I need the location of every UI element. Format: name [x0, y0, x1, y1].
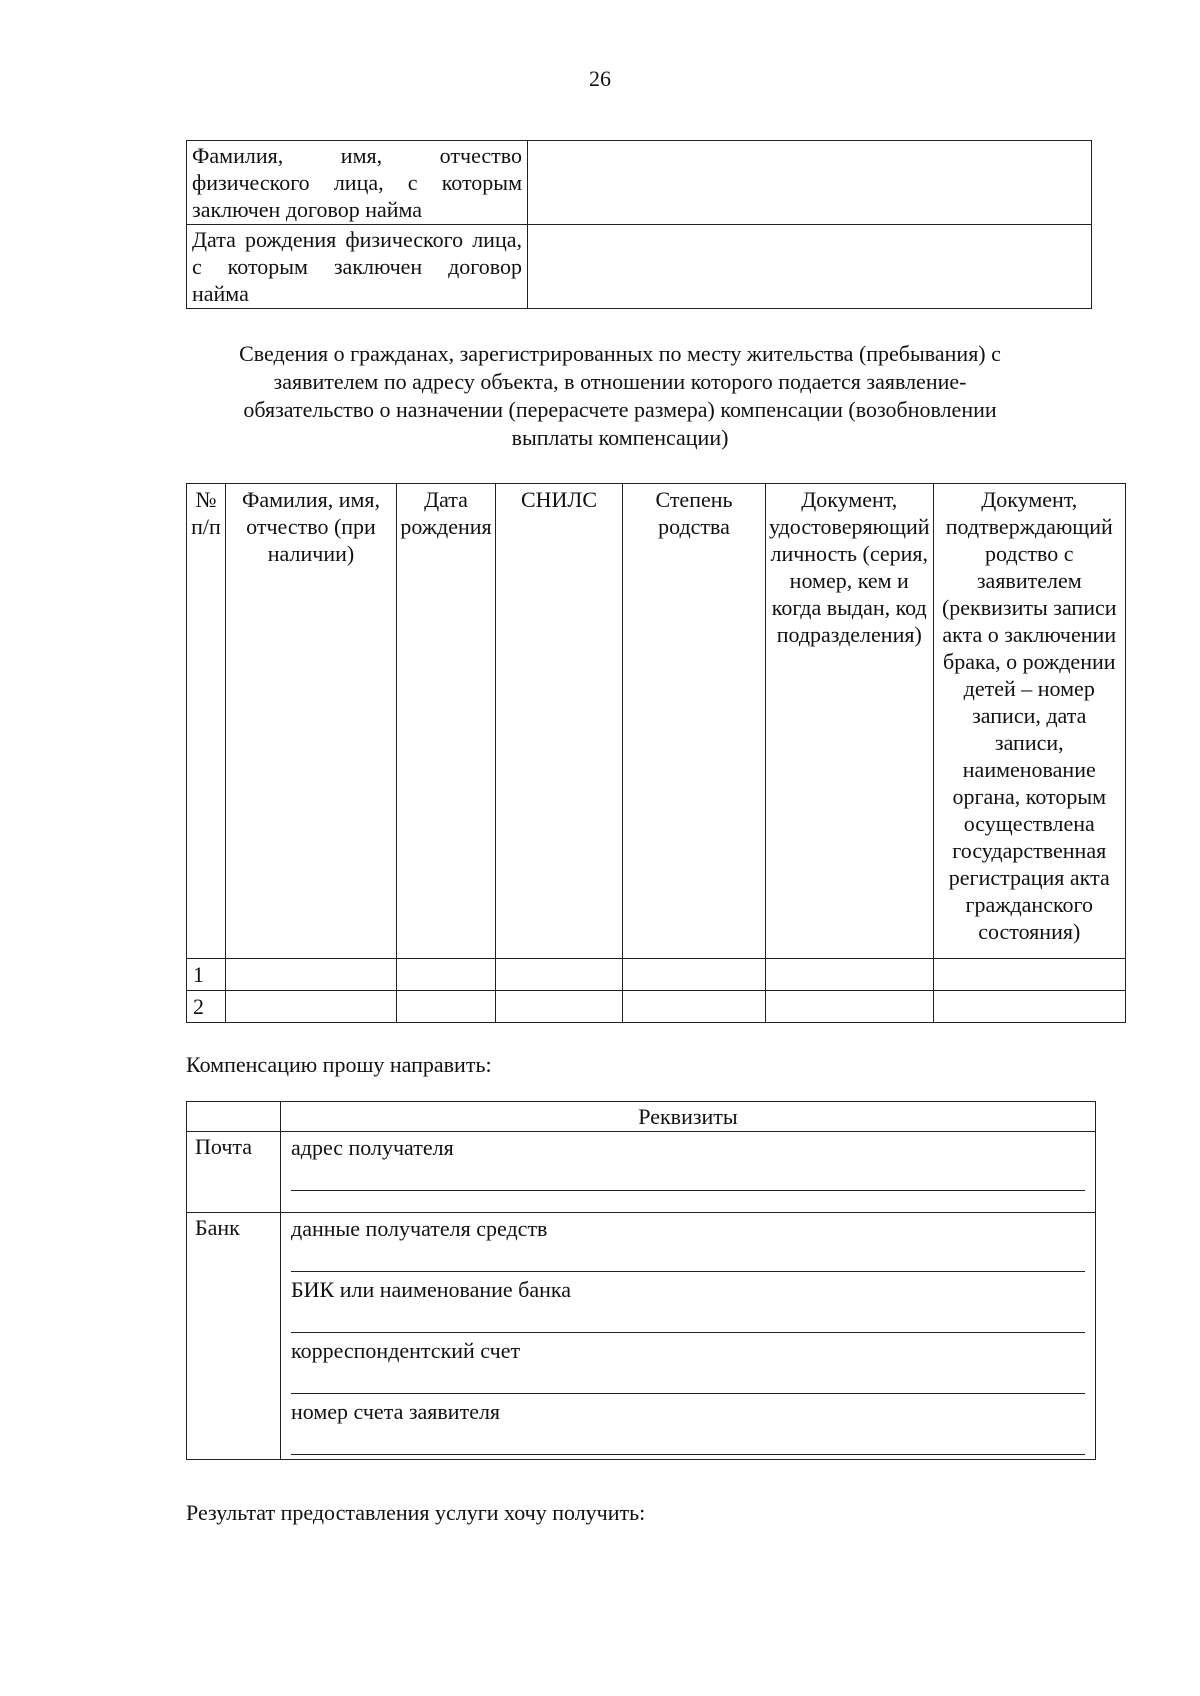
- header-id-document: Документ, удостоверяющий личность (серия, номер, кем и когда выдан, код подразделения): [766, 484, 934, 959]
- cell[interactable]: [766, 991, 934, 1023]
- header-kinship-document: Документ, подтверждающий родство с заявителем (реквизиты записи акта о заключении брака, о рождении детей – номер записи, дата записи, наименование органа, которым осуществлена государственная регистрация акта гражданского состояния): [933, 484, 1125, 959]
- bik-line[interactable]: [291, 1302, 1085, 1333]
- table-row: [187, 141, 1092, 225]
- header-birthdate: Дата рождения: [397, 484, 496, 959]
- table-row: [187, 225, 1092, 309]
- employer-birthdate-value[interactable]: [528, 225, 1092, 309]
- header-num: № п/п: [187, 484, 226, 959]
- table-row: [187, 991, 1126, 1023]
- applicant-account-label: номер счета заявителя: [291, 1399, 501, 1424]
- cell[interactable]: [226, 991, 397, 1023]
- page-number: 26: [589, 66, 611, 91]
- bank-method: Банк: [187, 1213, 281, 1460]
- employer-name-label: Фамилия, имя, отчество физического лица, с которым заключен договор найма: [187, 141, 528, 225]
- recipient-address-label: адрес получателя: [291, 1135, 454, 1160]
- table-row: [187, 1213, 1096, 1460]
- cell[interactable]: [496, 991, 623, 1023]
- header-snils: СНИЛС: [496, 484, 623, 959]
- result-label: Результат предоставления услуги хочу получить:: [186, 1500, 646, 1525]
- compensation-label: Компенсацию прошу направить:: [186, 1052, 492, 1077]
- cell[interactable]: [933, 991, 1125, 1023]
- citizens-heading: Сведения о гражданах, зарегистрированных по месту жительства (пребывания) с заявителем по адресу объекта, в отношении которого подается заявление-обязательство о назначении (перерасчете размера) компенсации (возобновлении выплаты компенсации): [239, 341, 1001, 450]
- bik-label: БИК или наименование банка: [291, 1277, 572, 1302]
- cell[interactable]: [397, 959, 496, 991]
- citizens-table-header: [187, 484, 1126, 959]
- table-row: [187, 959, 1126, 991]
- recipient-address-line[interactable]: [291, 1160, 1085, 1191]
- header-fio: Фамилия, имя, отчество (при наличии): [226, 484, 397, 959]
- cell[interactable]: [766, 959, 934, 991]
- cell[interactable]: [623, 959, 766, 991]
- recipient-data-line[interactable]: [291, 1241, 1085, 1272]
- employer-birthdate-label: Дата рождения физического лица, с которым заключен договор найма: [187, 225, 528, 309]
- cell[interactable]: [933, 959, 1125, 991]
- post-requisites: [281, 1132, 1096, 1213]
- correspondent-account-label: корреспондентский счет: [291, 1338, 521, 1363]
- recipient-data-label: данные получателя средств: [291, 1216, 548, 1241]
- cell[interactable]: [496, 959, 623, 991]
- header-kinship: Степень родства: [623, 484, 766, 959]
- cell[interactable]: [226, 959, 397, 991]
- cell[interactable]: [397, 991, 496, 1023]
- cell[interactable]: [623, 991, 766, 1023]
- correspondent-account-line[interactable]: [291, 1363, 1085, 1394]
- requisites-header: Реквизиты: [281, 1102, 1096, 1132]
- row-number: 2: [187, 991, 226, 1023]
- row-number: 1: [187, 959, 226, 991]
- bank-requisites: [281, 1213, 1096, 1460]
- payment-table: [186, 1101, 1096, 1460]
- table-row: [187, 1102, 1096, 1132]
- empty-cell: [187, 1102, 281, 1132]
- table-row: [187, 1132, 1096, 1213]
- employer-name-value[interactable]: [528, 141, 1092, 225]
- applicant-account-line[interactable]: [291, 1424, 1085, 1455]
- post-method: Почта: [187, 1132, 281, 1213]
- employer-info-table: [186, 140, 1092, 309]
- citizens-table: [186, 483, 1126, 1023]
